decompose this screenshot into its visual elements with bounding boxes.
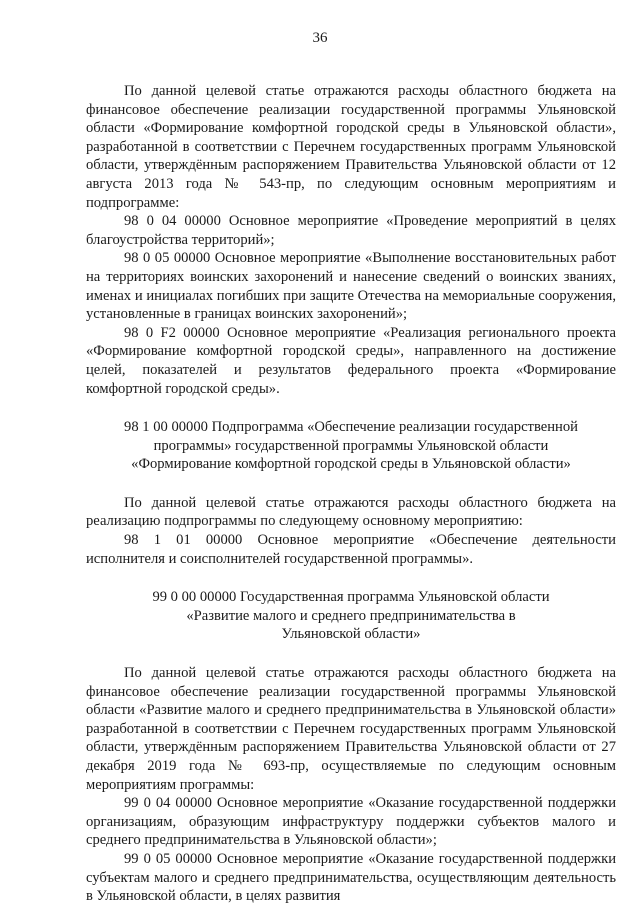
paragraph-99-0-04: 99 0 04 00000 Основное мероприятие «Оказание государственной поддержки организациям, образующим инфраструктуру поддержки субъектов малого и среднего предпринимательства в Ульяновской области»; (86, 795, 616, 849)
paragraph-program-98-intro: По данной целевой статье отражаются расходы областного бюджета на финансовое обеспечение реализации государственной программы Ульяновской области «Формирование комфортной городской среды в Ульяновской области», разработанной в соответствии с Перечнем государственных программ Ульяновской области, утверждённым распоряжением Правительства Ульяновской области от 12 августа 2013 года № 543-пр, по следующим основным мероприятиям и подпрограмме: (86, 83, 616, 211)
paragraph-99-0-05: 99 0 05 00000 Основное мероприятие «Оказание государственной поддержки субъектам малого и среднего предпринимательства, осуществляющим деятельность в Ульяновской области, в целях развития (86, 850, 616, 905)
heading-line: Ульяновской области» (281, 626, 421, 643)
paragraph-98-0-f2: 98 0 F2 00000 Основное мероприятие «Реализация регионального проекта «Формирование комфортной городской среды», направленного на достижение целей, показателей и результатов федерального проекта «Формирование комфортной городской среды». (86, 324, 616, 397)
heading-program-99 (86, 588, 616, 644)
document-body (86, 82, 616, 906)
paragraph-98-0-05: 98 0 05 00000 Основное мероприятие «Выполнение восстановительных работ на территориях воинских захоронений и нанесение сведений о воинских званиях, именах и инициалах погибших при защите Отечества на мемориальные сооружения, установленные в границах воинских захоронений»; (86, 250, 616, 323)
heading-line: 98 1 00 00000 Подпрограмма «Обеспечение реализации государственной (124, 419, 578, 436)
heading-line: «Формирование комфортной городской среды в Ульяновской области» (131, 456, 571, 473)
heading-line: 99 0 00 00000 Государственная программа Ульяновской области (152, 589, 550, 606)
paragraph-subprogram-98-1-intro: По данной целевой статье отражаются расходы областного бюджета на реализацию подпрограммы по следующему основному мероприятию: (86, 494, 616, 530)
heading-line: программы» государственной программы Ульяновской области (153, 437, 549, 454)
heading-line: «Развитие малого и среднего предпринимательства в (186, 607, 516, 624)
paragraph-98-1-01: 98 1 01 00000 Основное мероприятие «Обеспечение деятельности исполнителя и соисполнителей государственной программы». (86, 532, 616, 567)
heading-subprogram-98-1 (86, 418, 616, 474)
page-number: 36 (312, 30, 328, 46)
paragraph-program-99-intro: По данной целевой статье отражаются расходы областного бюджета на финансовое обеспечение реализации государственной программы Ульяновской области «Развитие малого и среднего предпринимательства в Ульяновской области» разработанной в соответствии с Перечнем государственных программ Ульяновской области, утверждённым распоряжением Правительства Ульяновской области от 27 декабря 2019 года № 693-пр, осуществляемые по следующим основным мероприятиям программы: (86, 665, 616, 793)
paragraph-98-0-04: 98 0 04 00000 Основное мероприятие «Проведение мероприятий в целях благоустройства территорий»; (86, 213, 616, 248)
